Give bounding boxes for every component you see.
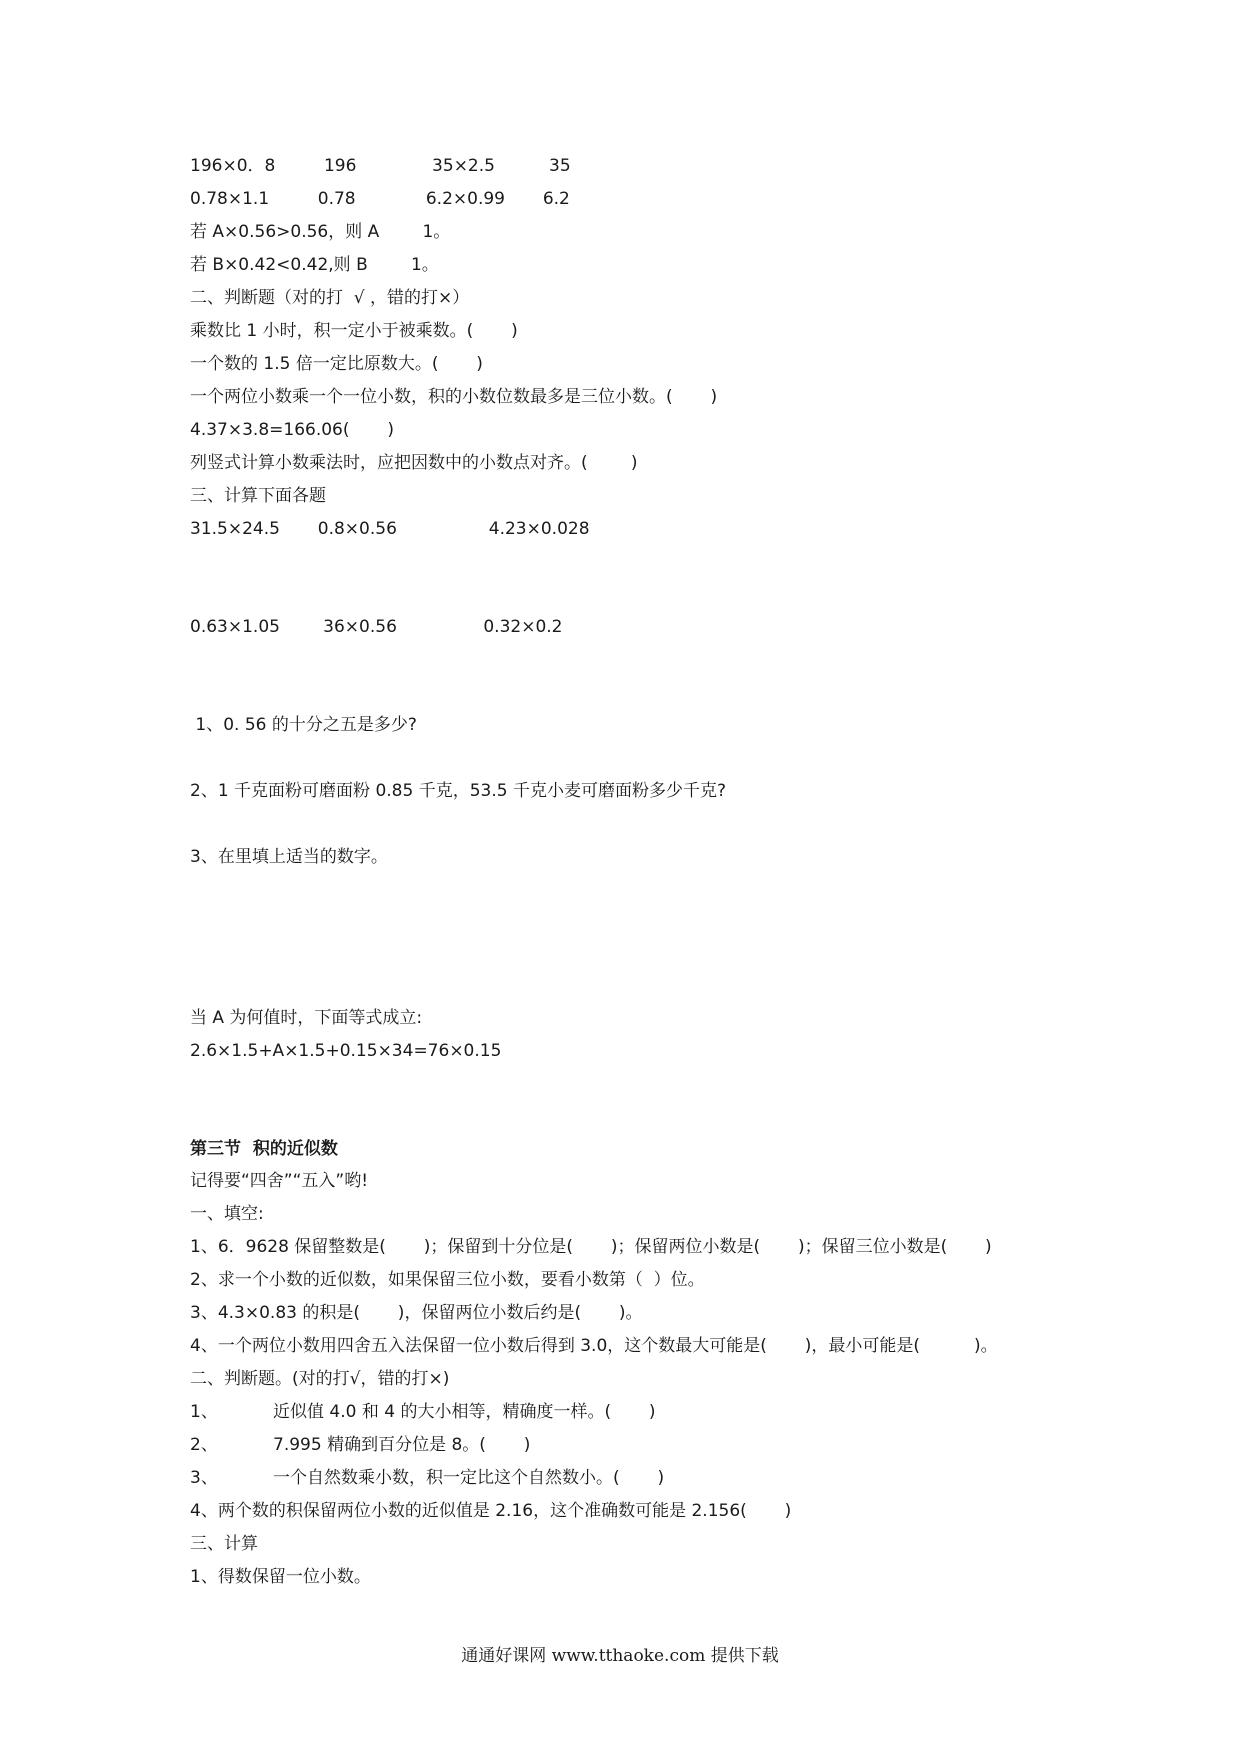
approx-judge-1-number: 1、	[190, 1402, 218, 1422]
equation-question: 当 A 为何值时，下面等式成立:	[190, 1008, 423, 1028]
calc-row-2: 0.63×1.05 36×0.56 0.32×0.2	[190, 617, 563, 637]
approx-judge-1-text: 近似值 4.0 和 4 的大小相等，精确度一样。( )	[273, 1402, 656, 1422]
judge-item-5: 列竖式计算小数乘法时，应把因数中的小数点对齐。( )	[190, 453, 638, 473]
approx-judge-3-number: 3、	[190, 1468, 218, 1488]
fill-item-1: 1、6．9628 保留整数是( )；保留到十分位是( )；保留两位小数是( )；保留三位小数是( )	[190, 1237, 992, 1257]
reminder-text: 记得要“四舍”“五入”哟!	[190, 1171, 369, 1191]
judge-item-4: 4.37×3.8=166.06( )	[190, 420, 394, 440]
word-problem-3: 3、在里填上适当的数字。	[190, 847, 388, 867]
page-footer: 通通好课网 www.tthaoke.com 提供下载	[461, 1646, 779, 1666]
compare-line-3: 若 A×0.56>0.56，则 A 1。	[190, 222, 451, 242]
judge-item-2: 一个数的 1.5 倍一定比原数大。( )	[190, 354, 483, 374]
judge-section-title: 二、判断题（对的打 √ ，错的打×）	[190, 288, 470, 308]
calc-section-title: 三、计算下面各题	[190, 486, 326, 506]
word-problem-2: 2、1 千克面粉可磨面粉 0.85 千克，53.5 千克小麦可磨面粉多少千克?	[190, 781, 726, 801]
compare-line-1: 196×0．8 196 35×2.5 35	[190, 156, 571, 176]
fill-section-title: 一、填空:	[190, 1204, 264, 1224]
judge-item-3: 一个两位小数乘一个一位小数，积的小数位数最多是三位小数。( )	[190, 387, 718, 407]
approx-judge-3-text: 一个自然数乘小数，积一定比这个自然数小。( )	[273, 1468, 665, 1488]
equation: 2.6×1.5+A×1.5+0.15×34=76×0.15	[190, 1041, 502, 1061]
fill-item-4: 4、一个两位小数用四舍五入法保留一位小数后得到 3.0，这个数最大可能是( )，最小可能是( )。	[190, 1336, 998, 1356]
compare-line-4: 若 B×0.42<0.42,则 B 1。	[190, 255, 439, 275]
approx-judge-2-number: 2、	[190, 1435, 218, 1455]
approx-judge-4: 4、两个数的积保留两位小数的近似值是 2.16，这个准确数可能是 2.156( )	[190, 1501, 792, 1521]
fill-item-2: 2、求一个小数的近似数，如果保留三位小数，要看小数第（ ）位。	[190, 1270, 705, 1290]
approx-calc-title: 三、计算	[190, 1534, 258, 1554]
approx-calc-1: 1、得数保留一位小数。	[190, 1567, 371, 1587]
approx-judge-2-text: 7.995 精确到百分位是 8。( )	[273, 1435, 531, 1455]
calc-row-1: 31.5×24.5 0.8×0.56 4.23×0.028	[190, 519, 590, 539]
word-problem-1: 1、0. 56 的十分之五是多少?	[190, 715, 417, 735]
judge-item-1: 乘数比 1 小时，积一定小于被乘数。( )	[190, 321, 518, 341]
section-heading: 第三节 积的近似数	[190, 1139, 338, 1159]
compare-line-2: 0.78×1.1 0.78 6.2×0.99 6.2	[190, 189, 570, 209]
fill-item-3: 3、4.3×0.83 的积是( )，保留两位小数后约是( )。	[190, 1303, 643, 1323]
approx-judge-title: 二、判断题。(对的打√，错的打×)	[190, 1369, 450, 1389]
